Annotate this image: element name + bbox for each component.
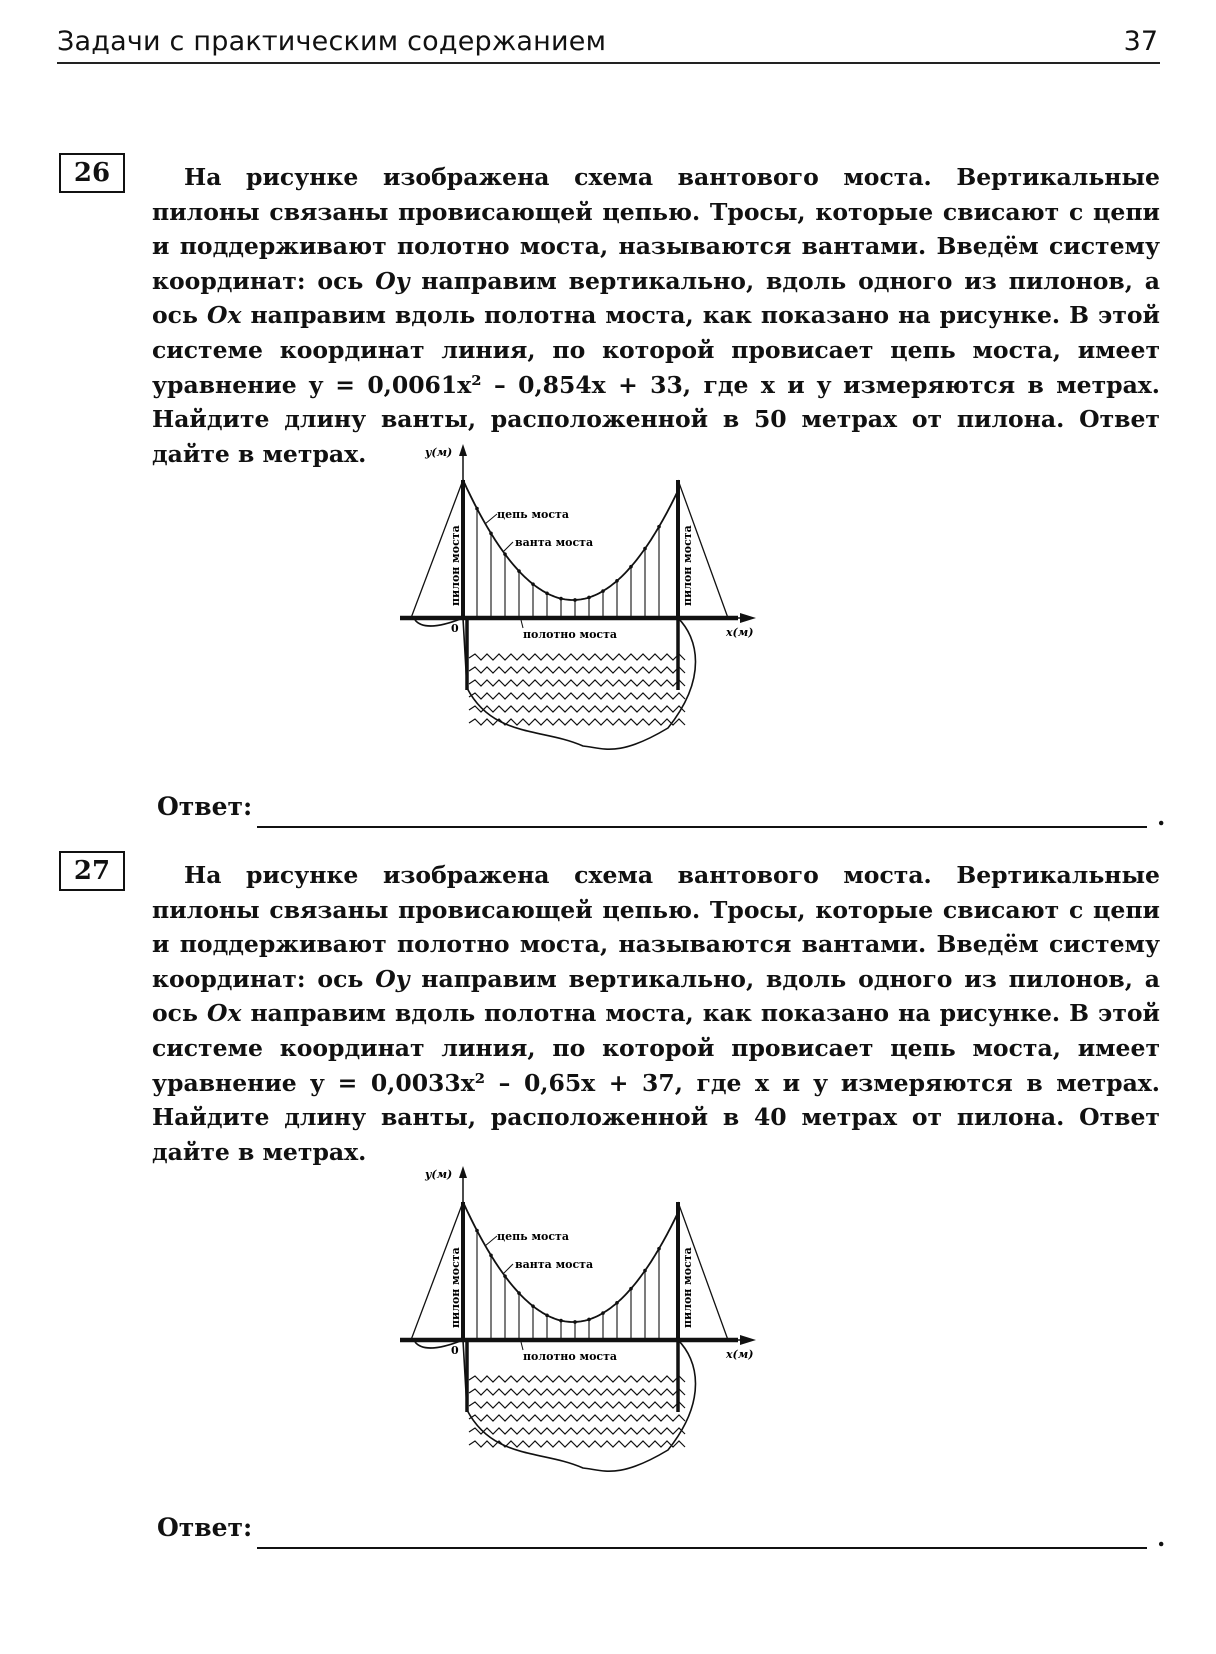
chain-label: цепь моста: [497, 1230, 570, 1243]
page-number: 37: [1123, 26, 1158, 57]
origin-label: 0: [451, 622, 459, 635]
answer-label: Ответ:: [157, 792, 253, 821]
wave: [469, 706, 685, 712]
y-axis-label: y(м): [425, 446, 453, 459]
answer-row: Ответ: .: [157, 1513, 1166, 1552]
equation: y = 0,0033x² – 0,65x + 37: [310, 1068, 675, 1097]
equation: y = 0,0061x² – 0,854x + 33: [309, 370, 683, 399]
pylon-label: пилон моста: [449, 1247, 462, 1328]
bridge-figure: [395, 440, 765, 764]
answer-field[interactable]: [257, 1547, 1147, 1549]
wave: [469, 1415, 685, 1421]
page-header: [57, 22, 1160, 64]
wave: [469, 680, 685, 686]
task-number: 26: [59, 153, 125, 193]
wave: [469, 693, 685, 699]
task-statement: На рисунке изображена схема вантового моста. Вертикальные пилоны связаны провисающей цепью. Тросы, которые свисают с цепи и поддерживают полотно моста, называются вантами. Введём систему координат: ось Oy направим вертикально, вдоль одного из пилонов, а ось Ox направим вдоль полотна моста, как показано на рисунке. В этой системе координат линия, по которой провисает цепь моста, имеет уравнение y = 0,0061x² – 0,854x + 33, где x и y измеряются в метрах. Найдите длину ванты, расположенной в 50 метрах от пилона. Ответ дайте в метрах.: [152, 163, 1160, 468]
wave: [469, 1441, 685, 1447]
wave: [469, 1428, 685, 1434]
answer-label: Ответ:: [157, 1513, 253, 1542]
wave: [469, 719, 685, 725]
section-title: Задачи с практическим содержанием: [57, 26, 607, 57]
pylon-label: пилон моста: [449, 525, 462, 606]
y-axis-label: y(м): [425, 1168, 453, 1181]
deck-label: полотно моста: [523, 628, 618, 641]
answer-field[interactable]: [257, 826, 1147, 828]
origin-label: 0: [451, 1344, 459, 1357]
answer-row: Ответ: .: [157, 792, 1166, 831]
bridge-figure: [395, 1162, 765, 1486]
deck-label: полотно моста: [523, 1350, 618, 1363]
x-axis-label: x(м): [726, 626, 754, 639]
wave: [469, 1402, 685, 1408]
chain-label: цепь моста: [497, 508, 570, 521]
wave: [469, 1389, 685, 1395]
task-number: 27: [59, 851, 125, 891]
cable-label: ванта моста: [515, 1258, 594, 1271]
wave: [469, 1376, 685, 1382]
task-statement: На рисунке изображена схема вантового моста. Вертикальные пилоны связаны провисающей цепью. Тросы, которые свисают с цепи и поддерживают полотно моста, называются вантами. Введём систему координат: ось Oy направим вертикально, вдоль одного из пилонов, а ось Ox направим вдоль полотна моста, как показано на рисунке. В этой системе координат линия, по которой провисает цепь моста, имеет уравнение y = 0,0033x² – 0,65x + 37, где x и y измеряются в метрах. Найдите длину ванты, расположенной в 40 метрах от пилона. Ответ дайте в метрах.: [152, 861, 1160, 1166]
wave: [469, 667, 685, 673]
cable-label: ванта моста: [515, 536, 594, 549]
wave: [469, 654, 685, 660]
pylon-label: пилон моста: [681, 525, 694, 606]
pylon-label: пилон моста: [681, 1247, 694, 1328]
x-axis-label: x(м): [726, 1348, 754, 1361]
